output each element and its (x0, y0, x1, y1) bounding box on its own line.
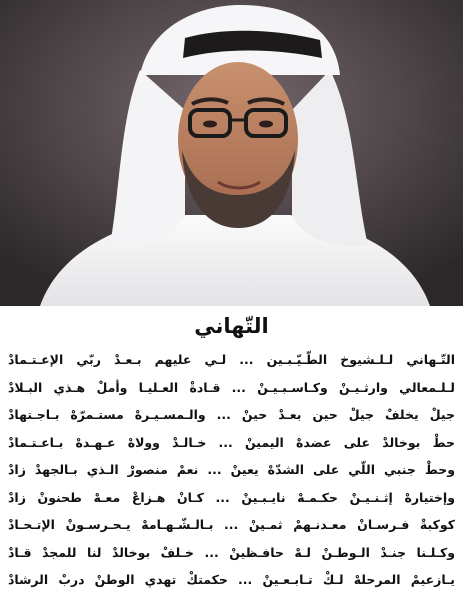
poem-section (0, 306, 463, 592)
poem-line: وحطْ جنبي اللّي على الشدّهْ يعينْ ... نعمْ منصورْ الـذي بـالجهدْ زادْ (8, 462, 455, 477)
poem-line: وإختيارهْ إثـنـيـنْ حكـمـهْ نايـبـينْ ... كـانْ هـزاعْ معـهْ طحنونْ زادْ (8, 489, 455, 505)
poem-line: وكـلـنا جنـدْ الـوطـنْ لـهْ حافـظينْ ... خـلفْ بوخالدْ لنا للمجدْ قـادْ (8, 544, 455, 560)
poem-line: كوكبةْ فـرسـانْ معـدنـهمْ ثمـينْ ... بـالـشّـهـامهْ يـحـرسـونْ الإتـحـادْ (8, 517, 455, 532)
poem-line: لـلـمعالي وارثـيـنْ وكـاسـبـيـنْ ... قـادةْ العـليـا وأملْ هـذي البـلادْ (8, 379, 455, 395)
poem-lines (8, 346, 455, 594)
poem-line: حطْ بوخالدْ على عضدهْ اليمينْ ... خـالـدْ وولاهْ عـهـدهْ بـاعـتـمادْ (8, 434, 455, 450)
poem-title: التّهاني (194, 314, 269, 338)
poem-line: التّـهاني لـلـشيوخ الطّـيّـبـين ... لـي عليهم بـعـدْ ربّي الإعـتـمادْ (8, 352, 455, 367)
poem-line: يـازعيمْ المرحلهْ لـكْ تـابـعـينْ ... حكمتكْ تهدي الوطنْ دربْ الرشادْ (8, 572, 455, 587)
poem-line: جيلْ يخلفْ جيلْ حين بعـدْ حينْ ... والـمسـيـرهْ مستـمرّهْ بـاجـتهادْ (8, 407, 455, 422)
